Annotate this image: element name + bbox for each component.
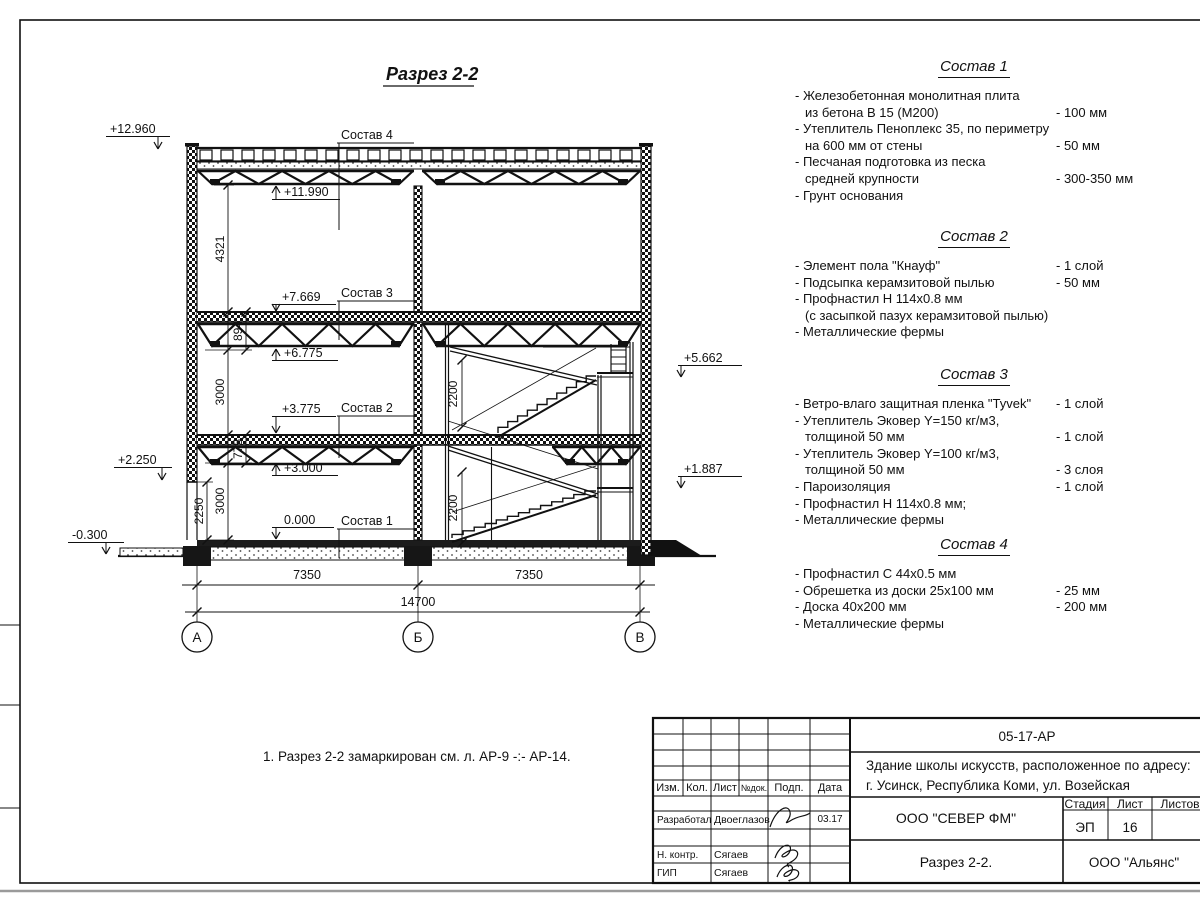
spec-text: - Ветро-влаго защитная пленка "Tyvek" (795, 396, 1032, 411)
spec-value: - 1 слой (1056, 258, 1104, 273)
dim-775: 775 (231, 438, 245, 460)
elevation-f1: 0.000 (284, 513, 316, 527)
label-s2: Состав 2 (341, 401, 393, 415)
spec-text: - Обрешетка из доски 25х100 мм (795, 582, 994, 598)
doc-code: 05-17-АР (998, 729, 1056, 744)
spec-text: - Грунт основания (795, 187, 904, 203)
axis-label-0: А (192, 630, 202, 645)
elevation-f2: +3.775 (282, 402, 321, 416)
view-title-text: Разрез 2-2 (386, 64, 479, 84)
spec-text: - Профнастил С 44х0.5 мм (795, 566, 957, 581)
label-s4: Состав 4 (341, 128, 393, 142)
roof-structure (197, 148, 641, 184)
tb-role-0: Разработал (657, 815, 712, 826)
drawing-note: 1. Разрез 2-2 замаркирован см. л. АР-9 -:- АР-14. (263, 749, 571, 764)
tb-col-3: №док. (740, 783, 768, 793)
spec-value: - 25 мм (1056, 582, 1100, 598)
dim-3000-upper: 3000 (213, 378, 227, 406)
sheet-number: 16 (1122, 820, 1138, 835)
tb-name-2: Сягаев (714, 867, 749, 879)
drawing-name: Разрез 2-2. (919, 854, 993, 870)
spec-value: - 3 слоя (1056, 462, 1104, 478)
spec-heading-text: Состав 3 (938, 366, 1010, 386)
company-name: ООО "СЕВЕР ФМ" (895, 810, 1017, 826)
elevation-c2: +6.775 (284, 346, 323, 360)
label-s1: Состав 1 (341, 514, 393, 528)
dim-2200-lower: 2200 (446, 494, 460, 522)
project-line1: Здание школы искусств, расположенное по адресу: (866, 758, 1191, 773)
spec-text: толщиной 50 мм (805, 462, 905, 478)
dim-7350-b: 7350 (515, 568, 543, 582)
contractor-name: ООО "Альянс" (1088, 855, 1180, 870)
spec-text: - Профнастил Н 114х0.8 мм (795, 291, 963, 307)
spec-heading-text: Состав 2 (938, 228, 1010, 248)
spec-text: толщиной 50 мм (805, 429, 905, 445)
spec-text: - Железобетонная монолитная плита (795, 88, 1020, 103)
stage-value: ЭП (1075, 820, 1095, 835)
axis-label-2: В (635, 630, 645, 645)
tb-name-0: Двоеглазов (714, 814, 770, 826)
spec-heading-text: Состав 4 (938, 536, 1010, 556)
tb-col-4: Подп. (774, 782, 804, 794)
elevation-c1: +3.000 (284, 461, 323, 475)
spec-text: - Профнастил Н 114х0.8 мм; (795, 495, 967, 511)
dim-2200-upper: 2200 (446, 380, 460, 408)
stage-label: Стадия (1064, 797, 1106, 811)
tb-date-0: 03.17 (817, 814, 843, 825)
sheet-label: Лист (1116, 797, 1144, 811)
elevation-roof: +11.990 (284, 185, 329, 199)
spec-text: - Металлические фермы (795, 615, 944, 631)
elevation-f3: +7.669 (282, 290, 321, 304)
foundation (118, 540, 716, 566)
elevation-sill: +2.250 (118, 453, 157, 467)
title-block (653, 718, 1200, 883)
spec-text: - Пароизоляция (795, 478, 891, 494)
spec-text: - Утеплитель Эковер Y=150 кг/м3, (795, 412, 1000, 428)
spec-text: (с засыпкой пазух керамзитовой пылью) (805, 307, 1049, 323)
spec-text: - Доска 40х200 мм (795, 599, 907, 615)
dim-894: 894 (231, 320, 245, 342)
elevation-ground: -0.300 (72, 528, 108, 542)
spec-text: - Утеплитель Пеноплекс 35, по периметру (795, 121, 1050, 137)
elevation-land2: +5.662 (684, 351, 723, 365)
tb-col-2: Лист (713, 782, 737, 794)
spec-text: - Песчаная подготовка из песка (795, 154, 986, 170)
sheets-label: Листов (1160, 797, 1200, 811)
spec-value: - 50 мм (1056, 274, 1100, 290)
tb-role-2: ГИП (657, 868, 677, 879)
spec-text: средней крупности (805, 170, 919, 186)
dim-3000-lower: 3000 (213, 487, 227, 515)
dim-2250: 2250 (192, 497, 206, 525)
axis-label-1: Б (413, 630, 423, 645)
project-line2: г. Усинск, Республика Коми, ул. Возейская (866, 778, 1130, 793)
spec-heading-text: Состав 1 (938, 58, 1010, 78)
label-s3: Состав 3 (341, 286, 393, 300)
tb-col-5: Дата (817, 782, 843, 794)
dim-4321: 4321 (213, 235, 227, 263)
dim-7350-a: 7350 (293, 568, 321, 582)
dim-14700: 14700 (400, 595, 436, 609)
spec-value: - 300-350 мм (1056, 170, 1134, 186)
tb-name-1: Сягаев (714, 849, 749, 861)
tb-role-1: Н. контр. (657, 850, 699, 861)
spec-value: - 50 мм (1056, 137, 1100, 153)
spec-text: - Металлические фермы (795, 324, 944, 340)
elevation-land1: +1.887 (684, 462, 723, 476)
axis-bubbles (182, 622, 655, 652)
spec-value: - 1 слой (1056, 478, 1104, 494)
spec-value: - 200 мм (1056, 599, 1108, 615)
spec-text: - Подсыпка керамзитовой пылью (795, 274, 995, 290)
spec-text: - Утеплитель Эковер Y=100 кг/м3, (795, 445, 1000, 461)
tb-col-0: Изм. (656, 782, 680, 794)
tb-col-1: Кол. (686, 782, 708, 794)
spec-value: - 1 слой (1056, 396, 1104, 411)
spec-value: - 100 мм (1056, 104, 1108, 120)
view-title (383, 64, 478, 86)
spec-value: - 1 слой (1056, 429, 1104, 445)
spec-text: из бетона В 15 (М200) (805, 104, 939, 120)
staircase (446, 325, 634, 542)
spec-text: на 600 мм от стены (805, 137, 923, 153)
spec-text: - Металлические фермы (795, 512, 944, 528)
spec-text: - Элемент пола "Кнауф" (795, 258, 941, 273)
elevation-top: +12.960 (110, 122, 156, 136)
